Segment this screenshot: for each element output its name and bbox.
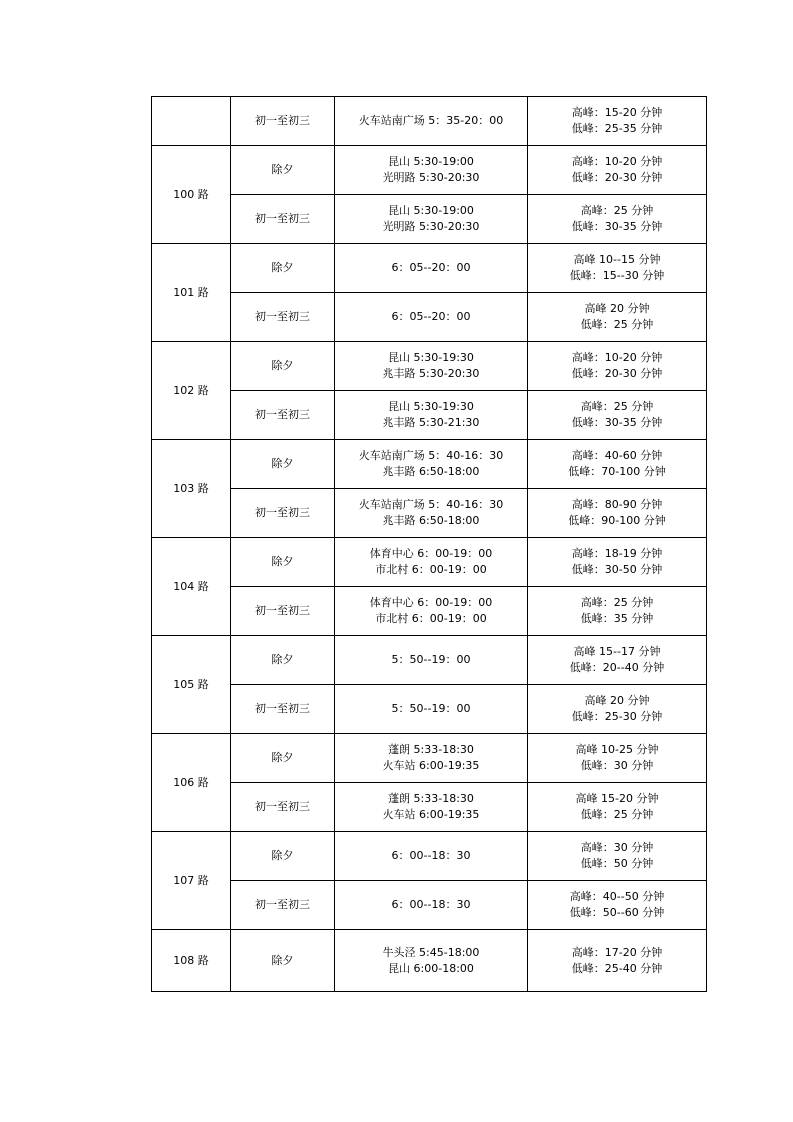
offpeak-interval: 低峰：30-35 分钟: [571, 416, 663, 429]
offpeak-interval: 低峰：50--60 分钟: [569, 906, 665, 919]
service-time-cell: [335, 97, 528, 146]
service-time: 光明路 5:30-20:30: [382, 220, 480, 233]
offpeak-interval: 低峰：25-30 分钟: [571, 710, 663, 723]
peak-interval: 高峰：80-90 分钟: [571, 498, 663, 511]
service-time-cell: [335, 930, 528, 992]
day-cell: 初一至初三: [231, 97, 335, 146]
bus-schedule-table: [151, 96, 707, 992]
route-cell: 104 路: [152, 538, 231, 636]
table-row: [152, 97, 707, 146]
service-time: 昆山 5:30-19:00: [388, 204, 474, 217]
offpeak-interval: 低峰：25-35 分钟: [571, 122, 663, 135]
service-time-cell: [335, 832, 528, 881]
table-row: [152, 342, 707, 391]
service-time-cell: [335, 244, 528, 293]
interval-cell: [528, 244, 707, 293]
table-row: [152, 832, 707, 881]
peak-interval: 高峰 20 分钟: [584, 302, 650, 315]
peak-interval: 高峰：30 分钟: [580, 841, 654, 854]
service-time-cell: [335, 881, 528, 930]
table-row: [152, 685, 707, 734]
route-cell: [152, 97, 231, 146]
offpeak-interval: 低峰：20-30 分钟: [571, 171, 663, 184]
service-time: 兆丰路 5:30-21:30: [382, 416, 480, 429]
table-row: [152, 391, 707, 440]
route-cell: 101 路: [152, 244, 231, 342]
peak-interval: 高峰：25 分钟: [580, 204, 654, 217]
peak-interval: 高峰 20 分钟: [584, 694, 650, 707]
service-time-cell: [335, 685, 528, 734]
service-time: 光明路 5:30-20:30: [382, 171, 480, 184]
service-time: 火车站 6:00-19:35: [382, 759, 480, 772]
service-time-cell: [335, 783, 528, 832]
interval-cell: [528, 832, 707, 881]
service-time-cell: [335, 195, 528, 244]
interval-cell: [528, 734, 707, 783]
table-row: [152, 636, 707, 685]
interval-cell: [528, 146, 707, 195]
table-row: [152, 538, 707, 587]
interval-cell: [528, 685, 707, 734]
peak-interval: 高峰 15-20 分钟: [575, 792, 659, 805]
peak-interval: 高峰：25 分钟: [580, 400, 654, 413]
service-time-cell: [335, 636, 528, 685]
interval-cell: [528, 489, 707, 538]
interval-cell: [528, 440, 707, 489]
table-row: [152, 244, 707, 293]
service-time: 市北村 6：00-19：00: [375, 563, 487, 576]
peak-interval: 高峰：10-20 分钟: [571, 155, 663, 168]
table-row: [152, 146, 707, 195]
service-time: 昆山 5:30-19:30: [388, 400, 474, 413]
service-time: 蓬朗 5:33-18:30: [388, 792, 474, 805]
route-cell: 105 路: [152, 636, 231, 734]
service-time-cell: [335, 489, 528, 538]
service-time: 5：50--19：00: [391, 702, 471, 715]
service-time: 火车站南广场 5：40-16：30: [358, 498, 504, 511]
offpeak-interval: 低峰：15--30 分钟: [569, 269, 665, 282]
table-row: [152, 783, 707, 832]
service-time-cell: [335, 391, 528, 440]
day-cell: 除夕: [231, 832, 335, 881]
service-time-cell: [335, 440, 528, 489]
day-cell: 除夕: [231, 930, 335, 992]
service-time: 火车站南广场 5：35-20：00: [358, 114, 504, 127]
table-row: [152, 587, 707, 636]
route-cell: 106 路: [152, 734, 231, 832]
interval-cell: [528, 342, 707, 391]
peak-interval: 高峰 10-25 分钟: [575, 743, 659, 756]
table-row: [152, 489, 707, 538]
interval-cell: [528, 587, 707, 636]
peak-interval: 高峰：40-60 分钟: [571, 449, 663, 462]
day-cell: 初一至初三: [231, 391, 335, 440]
route-cell: 102 路: [152, 342, 231, 440]
interval-cell: [528, 97, 707, 146]
offpeak-interval: 低峰：20--40 分钟: [569, 661, 665, 674]
table-row: [152, 930, 707, 992]
peak-interval: 高峰：15-20 分钟: [571, 106, 663, 119]
peak-interval: 高峰：18-19 分钟: [571, 547, 663, 560]
table-row: [152, 195, 707, 244]
day-cell: 除夕: [231, 636, 335, 685]
offpeak-interval: 低峰：25 分钟: [580, 318, 654, 331]
day-cell: 初一至初三: [231, 587, 335, 636]
day-cell: 初一至初三: [231, 783, 335, 832]
interval-cell: [528, 538, 707, 587]
day-cell: 除夕: [231, 244, 335, 293]
table-row: [152, 440, 707, 489]
offpeak-interval: 低峰：35 分钟: [580, 612, 654, 625]
offpeak-interval: 低峰：25 分钟: [580, 808, 654, 821]
offpeak-interval: 低峰：30-35 分钟: [571, 220, 663, 233]
peak-interval: 高峰：40--50 分钟: [569, 890, 665, 903]
service-time: 牛头泾 5:45-18:00: [382, 945, 480, 959]
peak-interval: 高峰 10--15 分钟: [573, 253, 661, 266]
interval-cell: [528, 391, 707, 440]
day-cell: 除夕: [231, 734, 335, 783]
day-cell: 除夕: [231, 146, 335, 195]
service-time: 6：00--18：30: [391, 849, 471, 862]
interval-cell: [528, 636, 707, 685]
offpeak-interval: 低峰：30 分钟: [580, 759, 654, 772]
day-cell: 初一至初三: [231, 293, 335, 342]
interval-cell: [528, 881, 707, 930]
service-time: 兆丰路 6:50-18:00: [382, 465, 480, 478]
offpeak-interval: 低峰：25-40 分钟: [571, 961, 663, 975]
service-time: 昆山 6:00-18:00: [388, 961, 474, 975]
table-row: [152, 881, 707, 930]
peak-interval: 高峰：10-20 分钟: [571, 351, 663, 364]
service-time-cell: [335, 538, 528, 587]
service-time-cell: [335, 587, 528, 636]
service-time-cell: [335, 734, 528, 783]
day-cell: 除夕: [231, 342, 335, 391]
day-cell: 初一至初三: [231, 881, 335, 930]
service-time-cell: [335, 146, 528, 195]
interval-cell: [528, 783, 707, 832]
table-row: [152, 293, 707, 342]
service-time: 火车站 6:00-19:35: [382, 808, 480, 821]
service-time: 5：50--19：00: [391, 653, 471, 666]
route-cell: 108 路: [152, 930, 231, 992]
service-time: 兆丰路 6:50-18:00: [382, 514, 480, 527]
day-cell: 除夕: [231, 538, 335, 587]
service-time-cell: [335, 293, 528, 342]
service-time: 市北村 6：00-19：00: [375, 612, 487, 625]
offpeak-interval: 低峰：90-100 分钟: [568, 514, 666, 527]
day-cell: 初一至初三: [231, 489, 335, 538]
offpeak-interval: 低峰：30-50 分钟: [571, 563, 663, 576]
service-time: 6：05--20：00: [391, 261, 471, 274]
service-time: 昆山 5:30-19:30: [388, 351, 474, 364]
interval-cell: [528, 195, 707, 244]
interval-cell: [528, 293, 707, 342]
route-cell: 103 路: [152, 440, 231, 538]
service-time: 体育中心 6：00-19：00: [369, 596, 493, 609]
service-time: 昆山 5:30-19:00: [388, 155, 474, 168]
service-time: 兆丰路 5:30-20:30: [382, 367, 480, 380]
day-cell: 除夕: [231, 440, 335, 489]
offpeak-interval: 低峰：50 分钟: [580, 857, 654, 870]
service-time-cell: [335, 342, 528, 391]
peak-interval: 高峰：25 分钟: [580, 596, 654, 609]
day-cell: 初一至初三: [231, 195, 335, 244]
offpeak-interval: 低峰：70-100 分钟: [568, 465, 666, 478]
peak-interval: 高峰 15--17 分钟: [573, 645, 661, 658]
service-time: 体育中心 6：00-19：00: [369, 547, 493, 560]
day-cell: 初一至初三: [231, 685, 335, 734]
service-time: 6：00--18：30: [391, 898, 471, 911]
service-time: 火车站南广场 5：40-16：30: [358, 449, 504, 462]
table-row: [152, 734, 707, 783]
offpeak-interval: 低峰：20-30 分钟: [571, 367, 663, 380]
route-cell: 100 路: [152, 146, 231, 244]
service-time: 6：05--20：00: [391, 310, 471, 323]
peak-interval: 高峰：17-20 分钟: [571, 945, 663, 959]
route-cell: 107 路: [152, 832, 231, 930]
service-time: 蓬朗 5:33-18:30: [388, 743, 474, 756]
interval-cell: [528, 930, 707, 992]
